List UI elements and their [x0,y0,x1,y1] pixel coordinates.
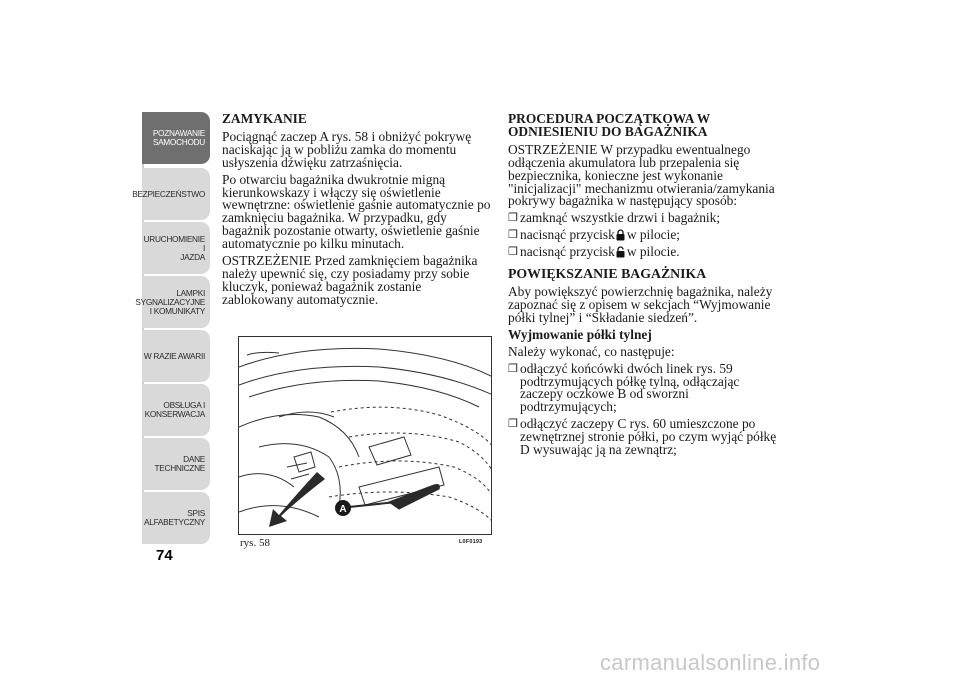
callout-label: A [339,504,347,515]
bullet-marker: ❒ [508,362,518,375]
arrow-icon [269,472,325,527]
list-item-text-before: nacisnąć przycisk [520,227,615,243]
tab-w-razie-awarii[interactable]: W RAZIE AWARII [142,330,210,382]
heading-procedura-poczatkowa: PROCEDURA POCZĄTKOWA W ODNIESIENIU DO BAGAŻNIKA [508,111,710,139]
list-item-text-after: w pilocie; [626,227,680,243]
list-item-text-after: w pilocie. [626,244,680,260]
heading-zamykanie: ZAMYKANIE [222,111,307,126]
page-number: 74 [156,547,173,564]
watermark: carmanualsonline.info [600,650,821,675]
tab-uruchomienie-i-jazda[interactable]: URUCHOMIENIE I JAZDA [142,222,210,274]
paragraph: Aby powiększyć powierzchnię bagażnika, należy zapoznać się z opisem w sekcjach “Wyjmowanie półki tylnej” i “Składanie siedzeń”. [508,284,773,325]
bullet-marker: ❒ [508,212,518,225]
warning-paragraph: OSTRZEŻENIE W przypadku ewentualnego odłączenia akumulatora lub przepalenia się bezpiecznika, konieczne jest wykonanie "inicjalizacji" mechanizmu otwierania/zamykania pokrywy bagażnika w następujący sposób: [508,141,775,209]
tab-obsluga-i-konserwacja[interactable]: OBSŁUGA I KONSERWACJA [142,384,210,436]
list-item [508,229,783,242]
bullet-marker: ❒ [508,229,518,242]
list-item-text: zamknąć wszystkie drzwi i bagażnik; [520,210,721,226]
tab-dane-techniczne[interactable]: DANE TECHNICZNE [142,438,210,490]
list-item [508,418,783,457]
figure-caption: rys. 58 [240,537,270,549]
list-item-text-before: nacisnąć przycisk [520,244,615,260]
tab-spis-alfabetyczny[interactable]: SPIS ALFABETYCZNY [142,492,210,544]
list-item-text: odłączyć końcówki dwóch linek rys. 59 podtrzymujących półkę tylną, odłączając zaczepy oczkowe B od sworzni podtrzymujących; [520,360,740,415]
list-item [508,212,783,225]
padlock-icon [616,229,625,241]
subheading: Wyjmowanie półki tylnej [508,326,652,342]
tab-bezpieczenstwo[interactable]: BEZPIECZEŃSTWO [142,168,210,220]
list-item [508,246,783,259]
unlock-icon [616,246,625,258]
tab-lampki-sygnalizacyjne[interactable]: LAMPKI SYGNALIZACYJNE I KOMUNIKATY [142,276,210,328]
list-item [508,360,783,415]
bullet-marker: ❒ [508,246,518,259]
heading-powiekszanie-bagaznika: POWIĘKSZANIE BAGAŻNIKA [508,266,707,282]
figure-code: L0F0193 [459,539,483,545]
warning-paragraph: OSTRZEŻENIE Przed zamknięciem bagażnika należy upewnić się, czy posiadamy przy sobie kluczyk, ponieważ bagażnik zostanie zablokowany automatycznie. [222,253,478,307]
list-item-text [520,246,783,259]
left-column [222,113,492,311]
figure-trunk-latch [238,336,492,535]
paragraph: Pociągnąć zaczep A rys. 58 i obniżyć pokrywę naciskając ją w pobliżu zamka do momentu usłyszenia dźwięku zatrzaśnięcia. [222,128,472,170]
trunk-illustration [239,337,492,535]
paragraph: Po otwarciu bagażnika dwukrotnie migną kierunkowskazy i włączy się oświetlenie wewnętrzne: oświetlenie gaśnie automatycznie po zamknięciu bagażnika. W przypadku, gdy bagażnik pozostanie otwarty, oświetlenie gaśnie automatycznie po kilku minutach. [222,171,491,252]
tab-poznawanie-samochodu[interactable]: POZNAWANIE SAMOCHODU [142,112,210,164]
list-item-text: odłączyć zaczepy C rys. 60 umieszczone po zewnętrznej stronie półki, po czym wyjąć półkę D wysuwając ją na zewnątrz; [520,416,777,458]
paragraph: Należy wykonać, co następuje: [508,343,675,359]
bullet-marker: ❒ [508,418,518,431]
right-column [508,113,783,461]
list-item-text [520,229,783,242]
